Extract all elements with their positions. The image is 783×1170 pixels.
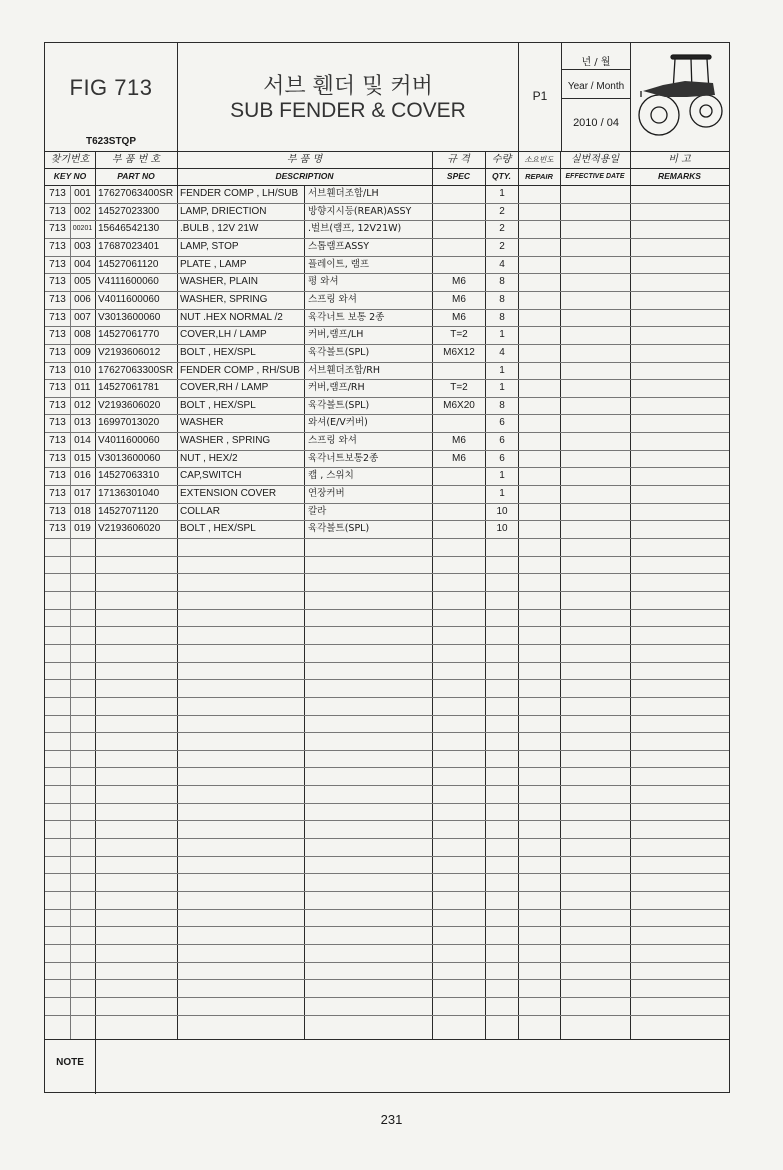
fig-number-cell: 713	[49, 223, 66, 235]
fig-number-cell: 713	[49, 364, 66, 376]
fig-number-cell: 713	[49, 488, 66, 500]
description-korean-cell: 평 와셔	[308, 276, 339, 288]
fig-number-cell: 713	[49, 205, 66, 217]
spec-cell: M6	[452, 293, 466, 305]
table-row	[45, 203, 729, 221]
part-number-cell: V4011600060	[98, 293, 160, 305]
description-cell: PLATE , LAMP	[180, 258, 247, 270]
key-number-cell: 017	[74, 488, 91, 500]
quantity-cell: 1	[499, 188, 505, 199]
fig-number-cell: 713	[49, 452, 66, 464]
spec-cell	[433, 203, 485, 221]
table-row	[45, 238, 729, 256]
part-number-cell: V2193606012	[98, 346, 161, 358]
table-bottom-line	[45, 1039, 729, 1040]
table-row	[45, 750, 729, 768]
description-cell: WASHER, PLAIN	[180, 276, 258, 288]
table-row	[45, 185, 729, 203]
description-cell: WASHER	[180, 417, 224, 429]
key-number-cell: 00201	[72, 225, 93, 233]
key-number-cell: 003	[74, 240, 91, 252]
table-row	[45, 379, 729, 397]
description-cell: NUT , HEX/2	[180, 452, 238, 464]
description-korean-cell: 칼라	[308, 505, 327, 517]
table-row	[45, 414, 729, 432]
year-month-label-korean: 년 / 월	[581, 57, 611, 68]
description-korean-cell: 육각볼트(SPL)	[308, 399, 370, 411]
table-row	[45, 485, 729, 503]
spec-cell: M6X20	[443, 399, 475, 411]
part-number-cell: 14527063310	[98, 470, 160, 482]
table-row	[45, 432, 729, 450]
description-cell: NUT .HEX NORMAL /2	[180, 311, 283, 323]
spec-cell: M6X12	[443, 346, 475, 358]
table-row	[45, 362, 729, 380]
description-korean-cell: 육각볼트(SPL)	[308, 523, 370, 535]
part-number-cell: 17627063400SR	[98, 188, 174, 199]
table-row	[45, 662, 729, 680]
quantity-cell: 4	[499, 346, 505, 358]
spec-cell	[433, 238, 485, 256]
spec-cell	[433, 414, 485, 432]
table-row	[45, 450, 729, 468]
table-row	[45, 591, 729, 609]
quantity-cell: 8	[499, 399, 505, 411]
quantity-cell: 1	[499, 488, 505, 500]
part-number-cell: 14527023300	[98, 205, 160, 217]
description-cell: BOLT , HEX/SPL	[180, 523, 256, 535]
header-key: KEY NO	[53, 171, 87, 181]
part-number-cell: V4111600060	[98, 276, 159, 288]
fig-number-cell: 713	[49, 258, 66, 270]
table-row	[45, 538, 729, 556]
header-part-ko: 부 품 번 호	[111, 154, 161, 165]
table-row	[45, 273, 729, 291]
fig-number-cell: 713	[49, 505, 66, 517]
table-row	[45, 926, 729, 944]
table-row	[45, 838, 729, 856]
table-row	[45, 873, 729, 891]
quantity-cell: 1	[499, 329, 505, 341]
key-number-cell: 006	[74, 293, 91, 305]
description-korean-cell: 커버,램프/RH	[308, 382, 365, 394]
table-row	[45, 609, 729, 627]
fig-number-cell: 713	[49, 293, 66, 305]
part-number-cell: V2193606020	[98, 399, 161, 411]
description-korean-cell: 와셔(E/V커버)	[308, 417, 368, 429]
description-korean-cell: .벌브(램프, 12V21W)	[308, 223, 402, 235]
description-korean-cell: 서브휀더조합/LH	[308, 188, 379, 199]
year-month-value: 2010 / 04	[573, 117, 619, 129]
table-row	[45, 326, 729, 344]
table-row	[45, 1015, 729, 1033]
header-part: PART NO	[117, 171, 155, 181]
key-number-cell: 005	[74, 276, 91, 288]
spec-cell	[433, 503, 485, 521]
fig-number-cell: 713	[49, 435, 66, 447]
table-row	[45, 344, 729, 362]
fig-number-cell: 713	[49, 417, 66, 429]
spec-cell: M6	[452, 435, 466, 447]
fig-number-cell: 713	[49, 523, 66, 535]
header-repair: REPAIR	[525, 172, 553, 181]
spec-cell	[433, 485, 485, 503]
quantity-cell: 1	[499, 364, 505, 376]
part-number-cell: 14527071120	[98, 505, 159, 517]
key-number-cell: 002	[74, 205, 91, 217]
description-cell: WASHER, SPRING	[180, 293, 268, 305]
description-cell: BOLT , HEX/SPL	[180, 346, 256, 358]
description-cell: LAMP, STOP	[180, 240, 239, 252]
description-korean-cell: 스톱램프ASSY	[308, 240, 370, 252]
quantity-cell: 10	[496, 505, 508, 517]
fig-number-cell: 713	[49, 382, 66, 394]
page-title: SUB FENDER & COVER	[230, 99, 466, 122]
quantity-cell: 8	[499, 293, 505, 305]
header-description: DESCRIPTION	[275, 171, 334, 181]
quantity-cell: 10	[496, 523, 508, 535]
description-korean-cell: 서브휀더조합/RH	[308, 364, 381, 376]
table-row	[45, 644, 729, 662]
key-number-cell: 019	[74, 523, 91, 535]
table-row	[45, 626, 729, 644]
description-korean-cell: 육각너트보통2종	[308, 452, 379, 464]
table-row	[45, 520, 729, 538]
table-row	[45, 397, 729, 415]
description-korean-cell: 연장커버	[308, 488, 345, 500]
part-number-cell: 17136301040	[98, 488, 160, 500]
year-month-label: Year / Month	[567, 81, 625, 92]
table-row	[45, 556, 729, 574]
table-row	[45, 997, 729, 1015]
header-qty-ko: 수량	[491, 154, 512, 165]
spec-cell	[433, 185, 485, 203]
fig-number-cell: 713	[49, 276, 66, 288]
quantity-cell: 6	[499, 452, 505, 464]
table-row	[45, 767, 729, 785]
fig-number-cell: 713	[49, 311, 66, 323]
spec-cell: M6	[452, 311, 466, 323]
note-label: NOTE	[56, 1057, 84, 1068]
key-number-cell: 010	[74, 364, 91, 376]
parts-sheet	[44, 42, 730, 1093]
figure-number: FIG 713	[69, 75, 153, 100]
page-number: 231	[380, 1112, 403, 1127]
quantity-cell: 8	[499, 311, 505, 323]
header-spec-ko: 규 격	[447, 154, 470, 165]
table-row	[45, 503, 729, 521]
part-number-cell: V3013600060	[98, 311, 161, 323]
page-title-korean: 서브 휀더 및 커버	[263, 74, 433, 99]
description-korean-cell: 스프링 와셔	[308, 293, 357, 305]
header-key-ko: 찾기번호	[50, 154, 90, 165]
header-repair-ko: 소요빈도	[524, 155, 554, 164]
table-row	[45, 573, 729, 591]
description-cell: BOLT , HEX/SPL	[180, 399, 256, 411]
part-number-cell: V3013600060	[98, 452, 161, 464]
tractor-icon	[635, 51, 725, 137]
key-number-cell: 018	[74, 505, 91, 517]
key-number-cell: 013	[74, 417, 91, 429]
description-korean-cell: 플레이트, 램프	[308, 258, 370, 270]
spec-cell	[433, 220, 485, 238]
table-row	[45, 962, 729, 980]
part-number-cell: V2193606020	[98, 523, 161, 535]
header-remarks-ko: 비 고	[668, 154, 691, 165]
header-spec: SPEC	[446, 171, 471, 181]
header-effective-date-ko: 실번적용일	[570, 154, 620, 165]
table-row	[45, 856, 729, 874]
part-number-cell: 16997013020	[98, 417, 160, 429]
table-row	[45, 944, 729, 962]
table-row	[45, 679, 729, 697]
table-row	[45, 467, 729, 485]
key-number-cell: 015	[74, 452, 91, 464]
description-cell: FENDER COMP , RH/SUB	[180, 364, 300, 376]
key-number-cell: 008	[74, 329, 91, 341]
spec-cell	[433, 256, 485, 274]
description-korean-cell: 육각볼트(SPL)	[308, 346, 370, 358]
description-cell: COVER,LH / LAMP	[180, 329, 267, 341]
part-number-cell: V4011600060	[98, 435, 160, 447]
page-id: P1	[532, 89, 548, 103]
key-number-cell: 009	[74, 346, 91, 358]
description-korean-cell: 육각너트 보통 2종	[308, 311, 385, 323]
spec-cell: M6	[452, 276, 466, 288]
part-number-cell: 14527061770	[98, 329, 160, 341]
description-cell: FENDER COMP , LH/SUB	[180, 188, 299, 199]
quantity-cell: 6	[499, 435, 505, 447]
header-qty: QTY.	[491, 171, 512, 181]
spec-cell	[433, 520, 485, 538]
fig-number-cell: 713	[49, 188, 66, 199]
description-cell: EXTENSION COVER	[180, 488, 277, 500]
key-number-cell: 011	[74, 382, 91, 394]
description-korean-cell: 방향지시등(REAR)ASSY	[308, 205, 412, 217]
quantity-cell: 2	[499, 240, 505, 252]
spec-cell: T=2	[450, 329, 468, 341]
part-number-cell: 14527061120	[98, 258, 159, 270]
table-row	[45, 220, 729, 238]
quantity-cell: 4	[499, 258, 505, 270]
table-row	[45, 309, 729, 327]
table-row	[45, 697, 729, 715]
part-number-cell: 15646542130	[98, 223, 160, 235]
part-number-cell: 14527061781	[98, 382, 160, 394]
spec-cell	[433, 362, 485, 380]
header-remarks: REMARKS	[658, 171, 701, 181]
fig-number-cell: 713	[49, 240, 66, 252]
table-row	[45, 803, 729, 821]
fig-number-cell: 713	[49, 470, 66, 482]
description-cell: LAMP, DRIECTION	[180, 205, 267, 217]
quantity-cell: 2	[499, 223, 505, 235]
description-cell: WASHER , SPRING	[180, 435, 271, 447]
quantity-cell: 8	[499, 276, 505, 288]
description-cell: COLLAR	[180, 505, 221, 517]
key-number-cell: 001	[74, 188, 91, 199]
part-number-cell: 17627063300SR	[98, 364, 174, 376]
quantity-cell: 1	[499, 382, 505, 394]
description-cell: .BULB , 12V 21W	[180, 223, 259, 235]
quantity-cell: 6	[499, 417, 505, 429]
quantity-cell: 1	[499, 470, 505, 482]
description-korean-cell: 캡 , 스위치	[308, 470, 354, 482]
spec-cell: M6	[452, 452, 466, 464]
model-code: T623STQP	[85, 136, 137, 147]
table-row	[45, 909, 729, 927]
table-row	[45, 891, 729, 909]
table-row	[45, 256, 729, 274]
header-description-ko: 부 품 명	[286, 154, 323, 165]
description-korean-cell: 커버,램프/LH	[308, 329, 364, 341]
key-number-cell: 007	[74, 311, 91, 323]
description-cell: COVER,RH / LAMP	[180, 382, 269, 394]
table-row	[45, 979, 729, 997]
description-cell: CAP,SWITCH	[180, 470, 242, 482]
key-number-cell: 004	[74, 258, 91, 270]
table-row	[45, 715, 729, 733]
fig-number-cell: 713	[49, 329, 66, 341]
key-number-cell: 012	[74, 399, 91, 411]
table-row	[45, 820, 729, 838]
table-row	[45, 732, 729, 750]
key-number-cell: 014	[74, 435, 91, 447]
table-row	[45, 291, 729, 309]
quantity-cell: 2	[499, 205, 505, 217]
header-effective-date: EFFECTIVE DATE	[565, 173, 625, 180]
spec-cell: T=2	[450, 382, 468, 394]
fig-number-cell: 713	[49, 399, 66, 411]
fig-number-cell: 713	[49, 346, 66, 358]
key-number-cell: 016	[74, 470, 91, 482]
spec-cell	[433, 467, 485, 485]
description-korean-cell: 스프링 와셔	[308, 435, 357, 447]
part-number-cell: 17687023401	[98, 240, 160, 252]
table-row	[45, 785, 729, 803]
